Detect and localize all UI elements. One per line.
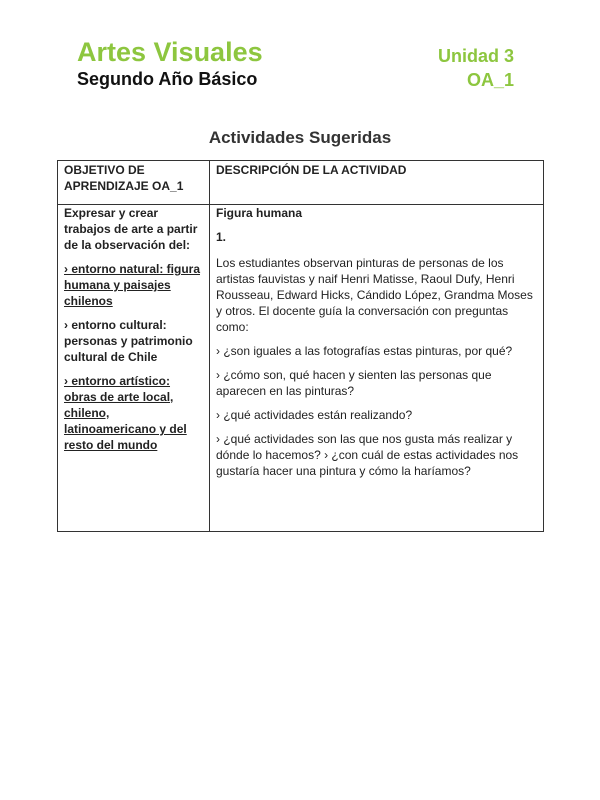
unit-header bbox=[438, 44, 514, 92]
activity-question: › ¿qué actividades son las que nos gusta más realizar y dónde lo hacemos? › ¿con cuál de estas actividades nos gustaría hacer una pintura y cómo la haríamos? bbox=[216, 432, 519, 478]
activities-table bbox=[57, 160, 544, 532]
table-header-row bbox=[58, 161, 544, 205]
activity-question: › ¿son iguales a las fotografías estas pinturas, por qué? bbox=[216, 344, 513, 358]
activity-question: › ¿qué actividades están realizando? bbox=[216, 408, 413, 422]
grade-level: Segundo Año Básico bbox=[77, 69, 258, 89]
activity-title: Figura humana bbox=[216, 206, 303, 220]
unit-label: Unidad 3 bbox=[437, 46, 514, 66]
activity-question: › ¿cómo son, qué hacen y sienten las personas que aparecen en las pinturas? bbox=[216, 368, 492, 398]
activity-number: 1. bbox=[216, 230, 227, 244]
objective-column-header: OBJETIVO DE APRENDIZAJE OA_1 bbox=[58, 161, 210, 205]
activity-paragraph: Los estudiantes observan pinturas de personas de los artistas fauvistas y naif Henri Matisse, Raoul Dufy, Henri Rousseau, Edward Hicks, Cándido López, Grandma Moses y otros. El docente guía la conversación con preguntas como: bbox=[216, 256, 533, 334]
description-cell bbox=[210, 205, 544, 532]
objective-bullet-natural: › entorno natural: figura humana y paisajes chilenos bbox=[64, 262, 200, 308]
subject-title: Artes Visuales bbox=[77, 37, 263, 67]
document-header bbox=[77, 36, 263, 90]
objective-bullet-cultural: › entorno cultural: personas y patrimonio cultural de Chile bbox=[64, 318, 193, 364]
objective-bullet-artistic: › entorno artístico: obras de arte local, chileno, latinoamericano y del resto del mundo bbox=[64, 374, 187, 452]
description-column-header: DESCRIPCIÓN DE LA ACTIVIDAD bbox=[210, 161, 544, 205]
table-row bbox=[58, 205, 544, 532]
section-title: Actividades Sugeridas bbox=[208, 128, 392, 147]
objective-cell bbox=[58, 205, 210, 532]
objective-intro: Expresar y crear trabajos de arte a partir de la observación del: bbox=[64, 206, 198, 252]
objective-code: OA_1 bbox=[466, 70, 514, 90]
